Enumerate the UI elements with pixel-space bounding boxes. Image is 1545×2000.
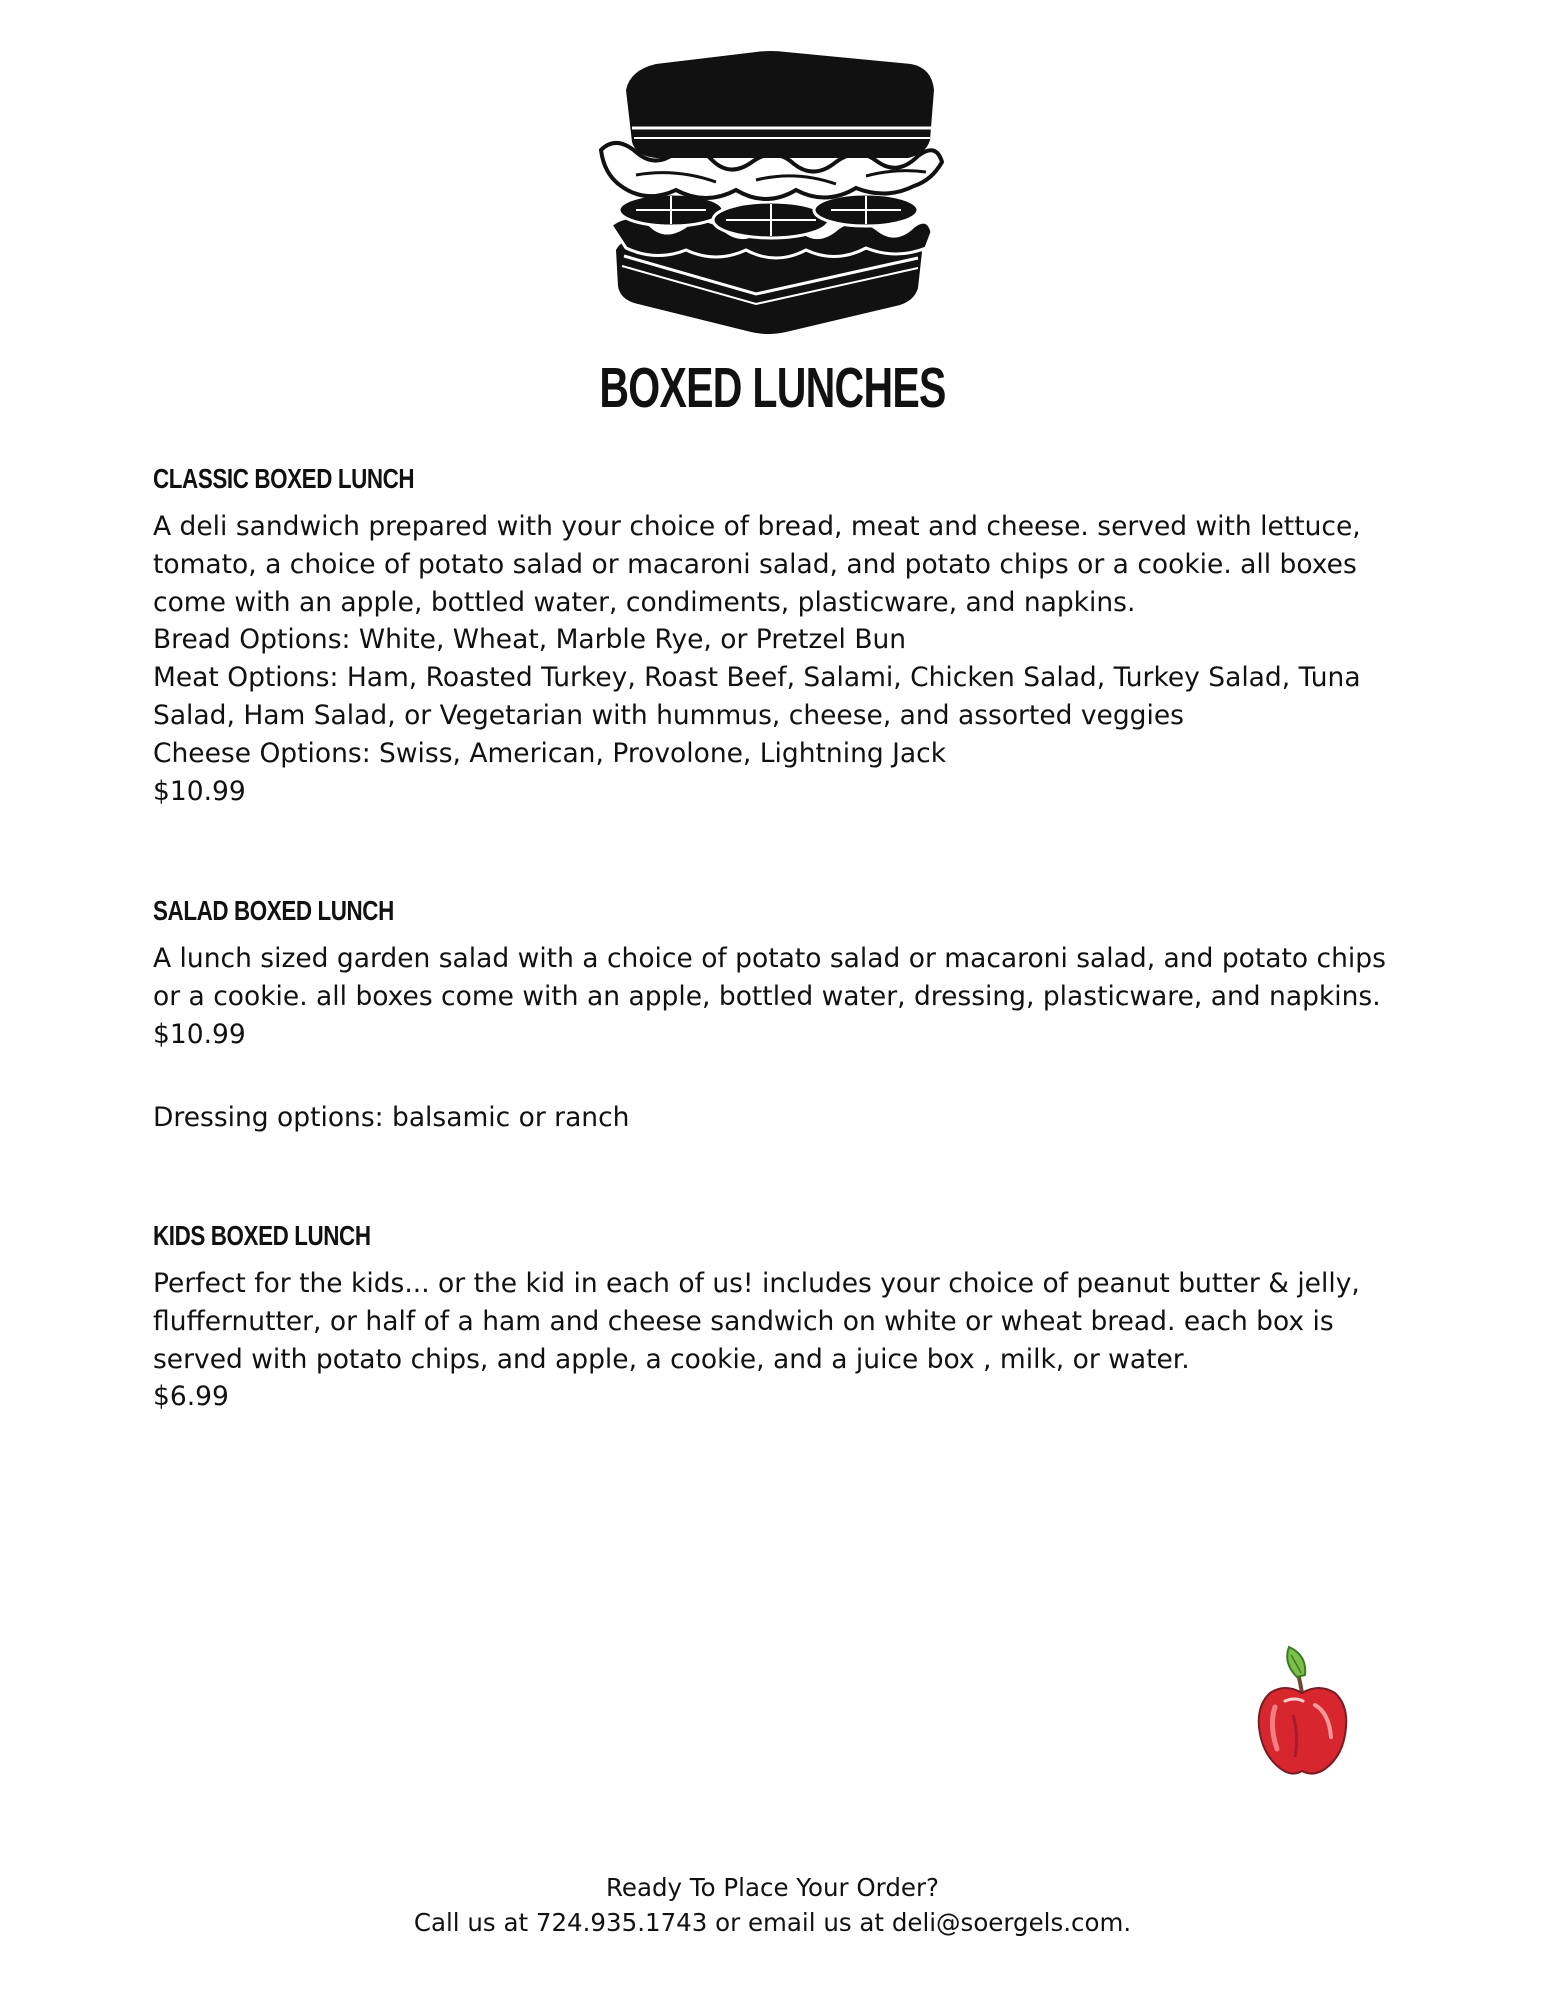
apple-icon	[1255, 1645, 1350, 1780]
classic-boxed-lunch-description	[153, 508, 1403, 810]
classic-price: $10.99	[153, 775, 246, 807]
dressing-options	[153, 1099, 1403, 1137]
cheese-options-label: Cheese Options:	[153, 737, 371, 769]
salad-description-text: A lunch sized garden salad with a choice of potato salad or macaroni salad, and potato chips or a cookie. all boxes come with an apple, bottled water, dressing, plasticware, and napkins.	[153, 943, 1386, 1012]
meat-options-value: Ham, Roasted Turkey, Roast Beef, Salami, Chicken Salad, Turkey Salad, Tuna Salad, Ham Salad, or Vegetarian with hummus, cheese, and assorted veggies	[153, 662, 1361, 731]
salad-boxed-lunch-section	[153, 894, 1403, 1137]
dressing-options-label: Dressing options:	[153, 1102, 384, 1134]
classic-boxed-lunch-title: CLASSIC BOXED LUNCH	[153, 463, 415, 494]
kids-boxed-lunch-description	[153, 1265, 1403, 1416]
classic-description-text: A deli sandwich prepared with your choice of bread, meat and cheese. served with lettuce, tomato, a choice of potato salad or macaroni salad, and potato chips or a cookie. all boxes come with an apple, bottled water, condiments, plasticware, and napkins.	[153, 511, 1361, 618]
salad-price: $10.99	[153, 1018, 246, 1050]
kids-boxed-lunch-section	[153, 1219, 1403, 1416]
salad-boxed-lunch-description	[153, 940, 1403, 1053]
kids-price: $6.99	[153, 1381, 229, 1413]
footer-contact: Call us at 724.935.1743 or email us at deli@soergels.com.	[413, 1908, 1132, 1937]
dressing-options-value: balsamic or ranch	[383, 1102, 630, 1134]
meat-options-label: Meat Options:	[153, 662, 339, 694]
sandwich-icon	[596, 50, 946, 335]
salad-boxed-lunch-title: SALAD BOXED LUNCH	[153, 895, 394, 926]
kids-boxed-lunch-title: KIDS BOXED LUNCH	[153, 1220, 371, 1251]
classic-boxed-lunch-section	[153, 462, 1403, 810]
footer	[0, 1870, 1545, 1940]
cheese-options-value: Swiss, American, Provolone, Lightning Jack	[370, 737, 947, 769]
bread-options-value: White, Wheat, Marble Rye, or Pretzel Bun	[350, 624, 907, 656]
footer-cta: Ready To Place Your Order?	[605, 1873, 940, 1902]
page-title: BOXED LUNCHES	[599, 356, 946, 420]
bread-options-label: Bread Options:	[153, 624, 351, 656]
kids-description-text: Perfect for the kids... or the kid in each of us! includes your choice of peanut butter & jelly, fluffernutter, or half of a ham and cheese sandwich on white or wheat bread. each box is served with potato chips, and apple, a cookie, and a juice box , milk, or water.	[153, 1268, 1360, 1375]
